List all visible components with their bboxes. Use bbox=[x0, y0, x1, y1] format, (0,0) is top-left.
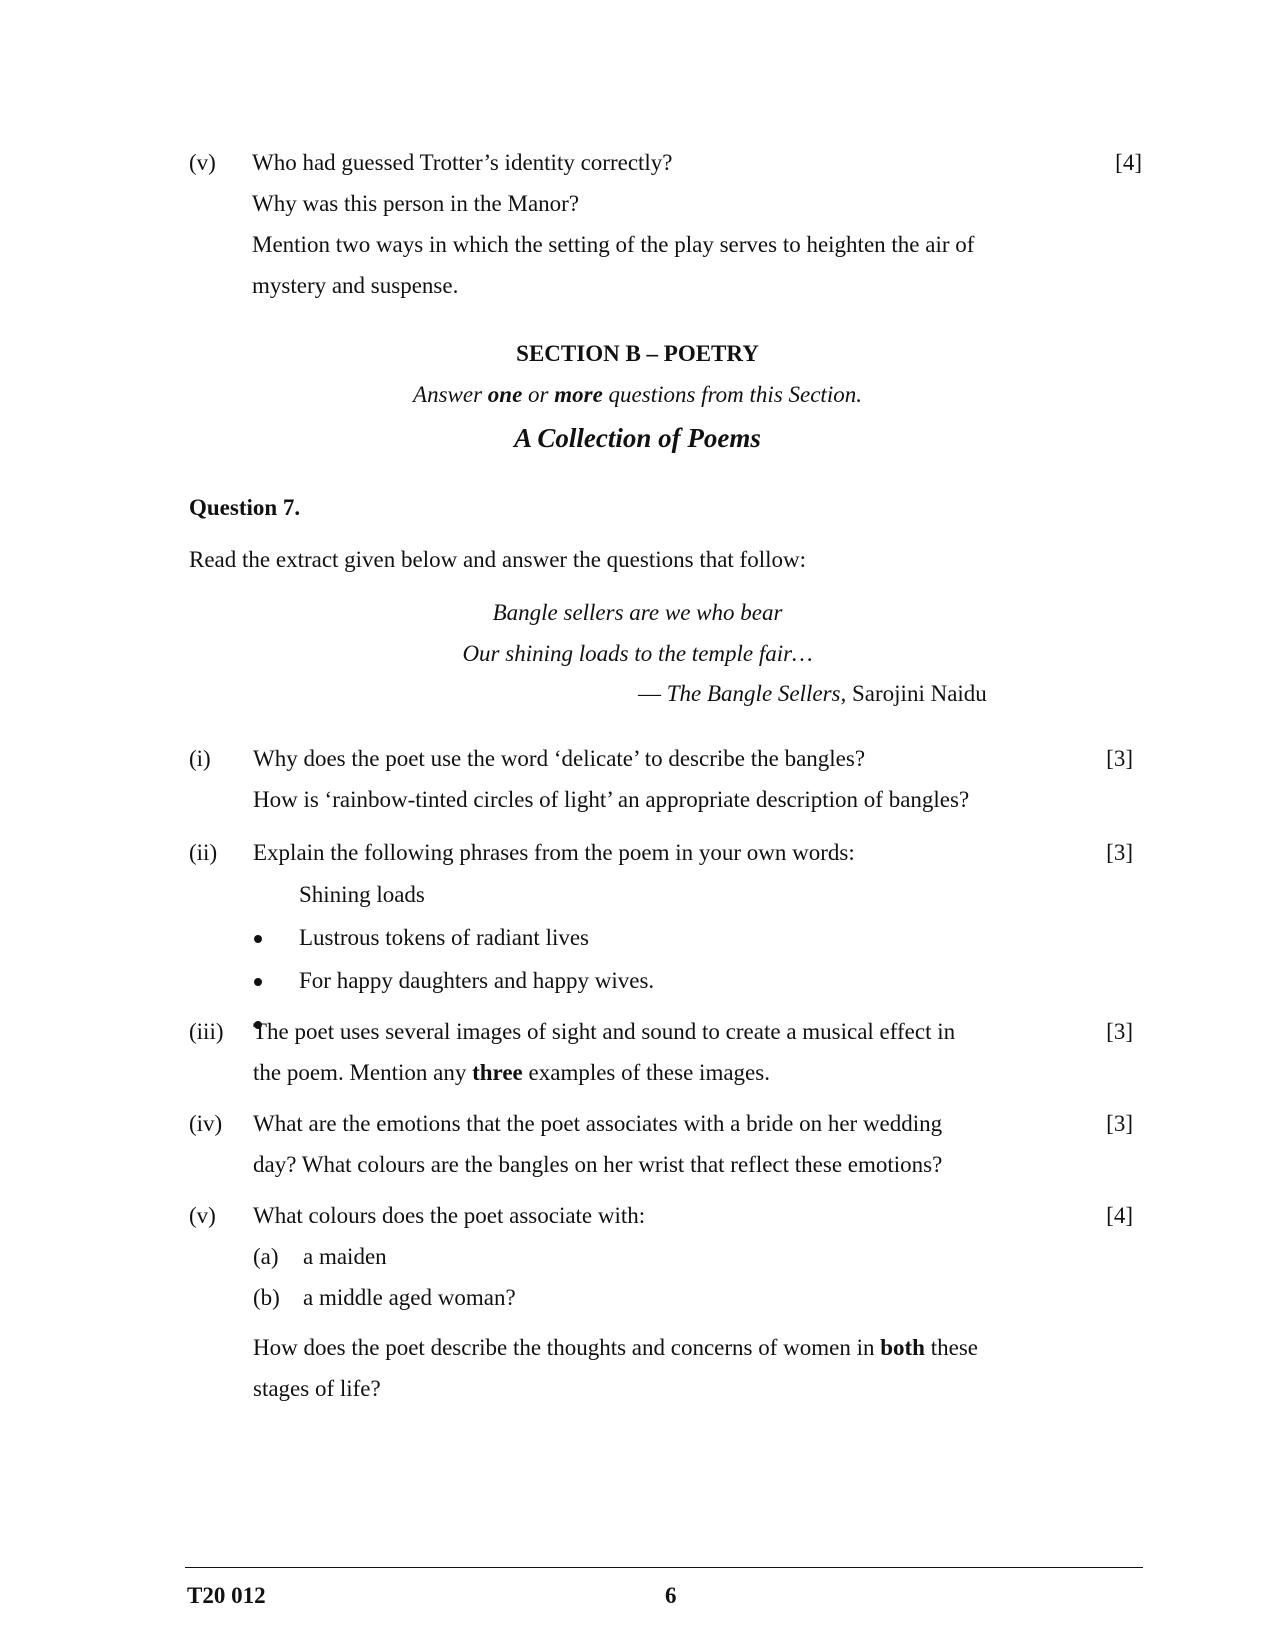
subitem-label: (a) bbox=[253, 1244, 279, 1269]
prev-question-marks: [4] bbox=[1115, 150, 1142, 175]
part-i-marks: [3] bbox=[1106, 746, 1133, 771]
part-v-text: What colours does the poet associate with: bbox=[253, 1203, 646, 1228]
part-i-number: (i) bbox=[189, 746, 211, 771]
extract-attribution: — The Bangle Sellers, Sarojini Naidu bbox=[638, 681, 987, 706]
part-v-number: (v) bbox=[189, 1203, 216, 1228]
part-ii-number: (ii) bbox=[189, 840, 218, 865]
bullet-item: Shining loads bbox=[299, 882, 425, 907]
part-iv-number: (iv) bbox=[189, 1111, 223, 1136]
part-v-follow-line-1: How does the poet describe the thoughts and concerns of women in both these bbox=[253, 1335, 978, 1360]
section-heading: SECTION B – POETRY bbox=[516, 341, 759, 366]
part-iv-line-2: day? What colours are the bangles on her wrist that reflect these emotions? bbox=[253, 1152, 943, 1177]
bullet-item: For happy daughters and happy wives. bbox=[299, 968, 655, 993]
collection-title: A Collection of Poems bbox=[514, 423, 761, 453]
subitem-label: (b) bbox=[253, 1285, 280, 1310]
prev-question-line-4: mystery and suspense. bbox=[252, 273, 459, 298]
bullet-icon bbox=[254, 978, 262, 986]
part-iii-line-2: the poem. Mention any three examples of these images. bbox=[253, 1060, 770, 1085]
part-iv-marks: [3] bbox=[1106, 1111, 1133, 1136]
part-iii-marks: [3] bbox=[1106, 1019, 1133, 1044]
part-iii-line-1: The poet uses several images of sight and sound to create a musical effect in bbox=[253, 1019, 956, 1044]
part-ii-text: Explain the following phrases from the poem in your own words: bbox=[253, 840, 855, 865]
part-i-line-1: Why does the poet use the word ‘delicate’ to describe the bangles? bbox=[253, 746, 866, 771]
part-v-marks: [4] bbox=[1106, 1203, 1133, 1228]
footer-code: T20 012 bbox=[187, 1583, 266, 1608]
part-iii-number: (iii) bbox=[189, 1019, 224, 1044]
subitem-text: a middle aged woman? bbox=[303, 1285, 516, 1310]
bullet-icon bbox=[254, 935, 262, 943]
extract-line-2: Our shining loads to the temple fair… bbox=[462, 641, 813, 666]
prev-question-line-2: Why was this person in the Manor? bbox=[252, 191, 580, 216]
part-v-follow-line-2: stages of life? bbox=[253, 1376, 381, 1401]
part-i-line-2: How is ‘rainbow-tinted circles of light’ an appropriate description of bangles? bbox=[253, 787, 970, 812]
extract-line-1: Bangle sellers are we who bear bbox=[492, 600, 783, 625]
footer-rule bbox=[185, 1567, 1143, 1568]
part-iv-line-1: What are the emotions that the poet associates with a bride on her wedding bbox=[253, 1111, 943, 1136]
prev-question-number: (v) bbox=[189, 150, 216, 175]
prev-question-line-1: Who had guessed Trotter’s identity correctly? bbox=[252, 150, 673, 175]
bullet-item: Lustrous tokens of radiant lives bbox=[299, 925, 590, 950]
page-number: 6 bbox=[665, 1583, 677, 1608]
section-instruction: Answer one or more questions from this Section. bbox=[413, 382, 862, 407]
question-title: Question 7. bbox=[189, 495, 301, 520]
part-ii-marks: [3] bbox=[1106, 840, 1133, 865]
subitem-text: a maiden bbox=[303, 1244, 387, 1269]
prev-question-line-3: Mention two ways in which the setting of the play serves to heighten the air of bbox=[252, 232, 975, 257]
question-intro: Read the extract given below and answer the questions that follow: bbox=[189, 547, 806, 572]
